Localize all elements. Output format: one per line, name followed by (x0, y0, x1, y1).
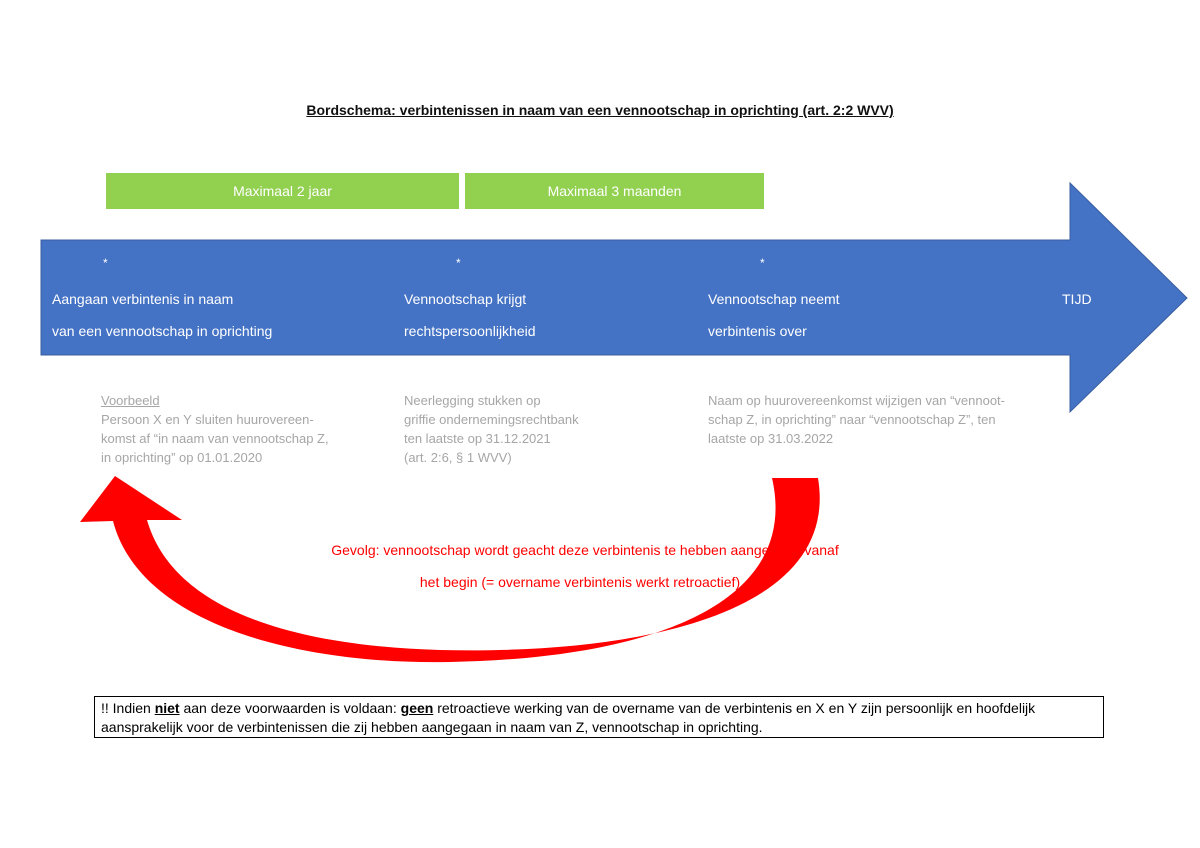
consequence-line-2: het begin (= overname verbintenis werkt retroactief) (419, 574, 741, 590)
timeline-step-1: Aangaan verbintenis in naam van een vennootschap in oprichting (52, 291, 273, 339)
timeline-step-2: Vennootschap krijgt rechtspersoonlijkheid (404, 291, 536, 339)
period-max-2-years: Maximaal 2 jaar (106, 173, 459, 209)
example-2: Neerlegging stukken op griffie ondernemingsrechtbank ten laatste op 31.12.2021 (art. 2:6, § 1 WVV) (404, 393, 579, 465)
consequence-line-1: Gevolg: vennootschap wordt geacht deze verbintenis te hebben aangegaan vanaf (331, 542, 839, 558)
timeline-marker-2: * (456, 256, 461, 270)
timeline-end-label: TIJD (1062, 291, 1092, 307)
period-max-3-months: Maximaal 3 maanden (465, 173, 764, 209)
example-heading: Voorbeeld (101, 393, 160, 408)
page-title: Bordschema: verbintenissen in naam van een vennootschap in oprichting (art. 2:2 WVV) (306, 102, 894, 118)
timeline-step-3: Vennootschap neemt verbintenis over (708, 291, 840, 339)
timeline-marker-3: * (760, 256, 765, 270)
example-1: Voorbeeld Persoon X en Y sluiten huurovereen- komst af “in naam van vennootschap Z, in oprichting” op 01.01.2020 (101, 391, 391, 467)
warning-note: !! Indien niet aan deze voorwaarden is voldaan: geen retroactieve werking van de overname van de verbintenis en X en Y zijn persoonlijk en hoofdelijk aansprakelijk voor de verbintenissen die zij hebben aangegaan in naam van Z, vennootschap in oprichting. (94, 696, 1104, 738)
timeline-marker-1: * (103, 256, 108, 270)
note-emphasis-niet: niet (154, 700, 180, 716)
example-3: Naam op huurovereenkomst wijzigen van “vennoot- schap Z, in oprichting” naar “vennootschap Z”, ten laatste op 31.03.2022 (708, 393, 1005, 446)
note-emphasis-geen: geen (400, 700, 434, 716)
retroactive-curve-arrow (80, 476, 820, 662)
